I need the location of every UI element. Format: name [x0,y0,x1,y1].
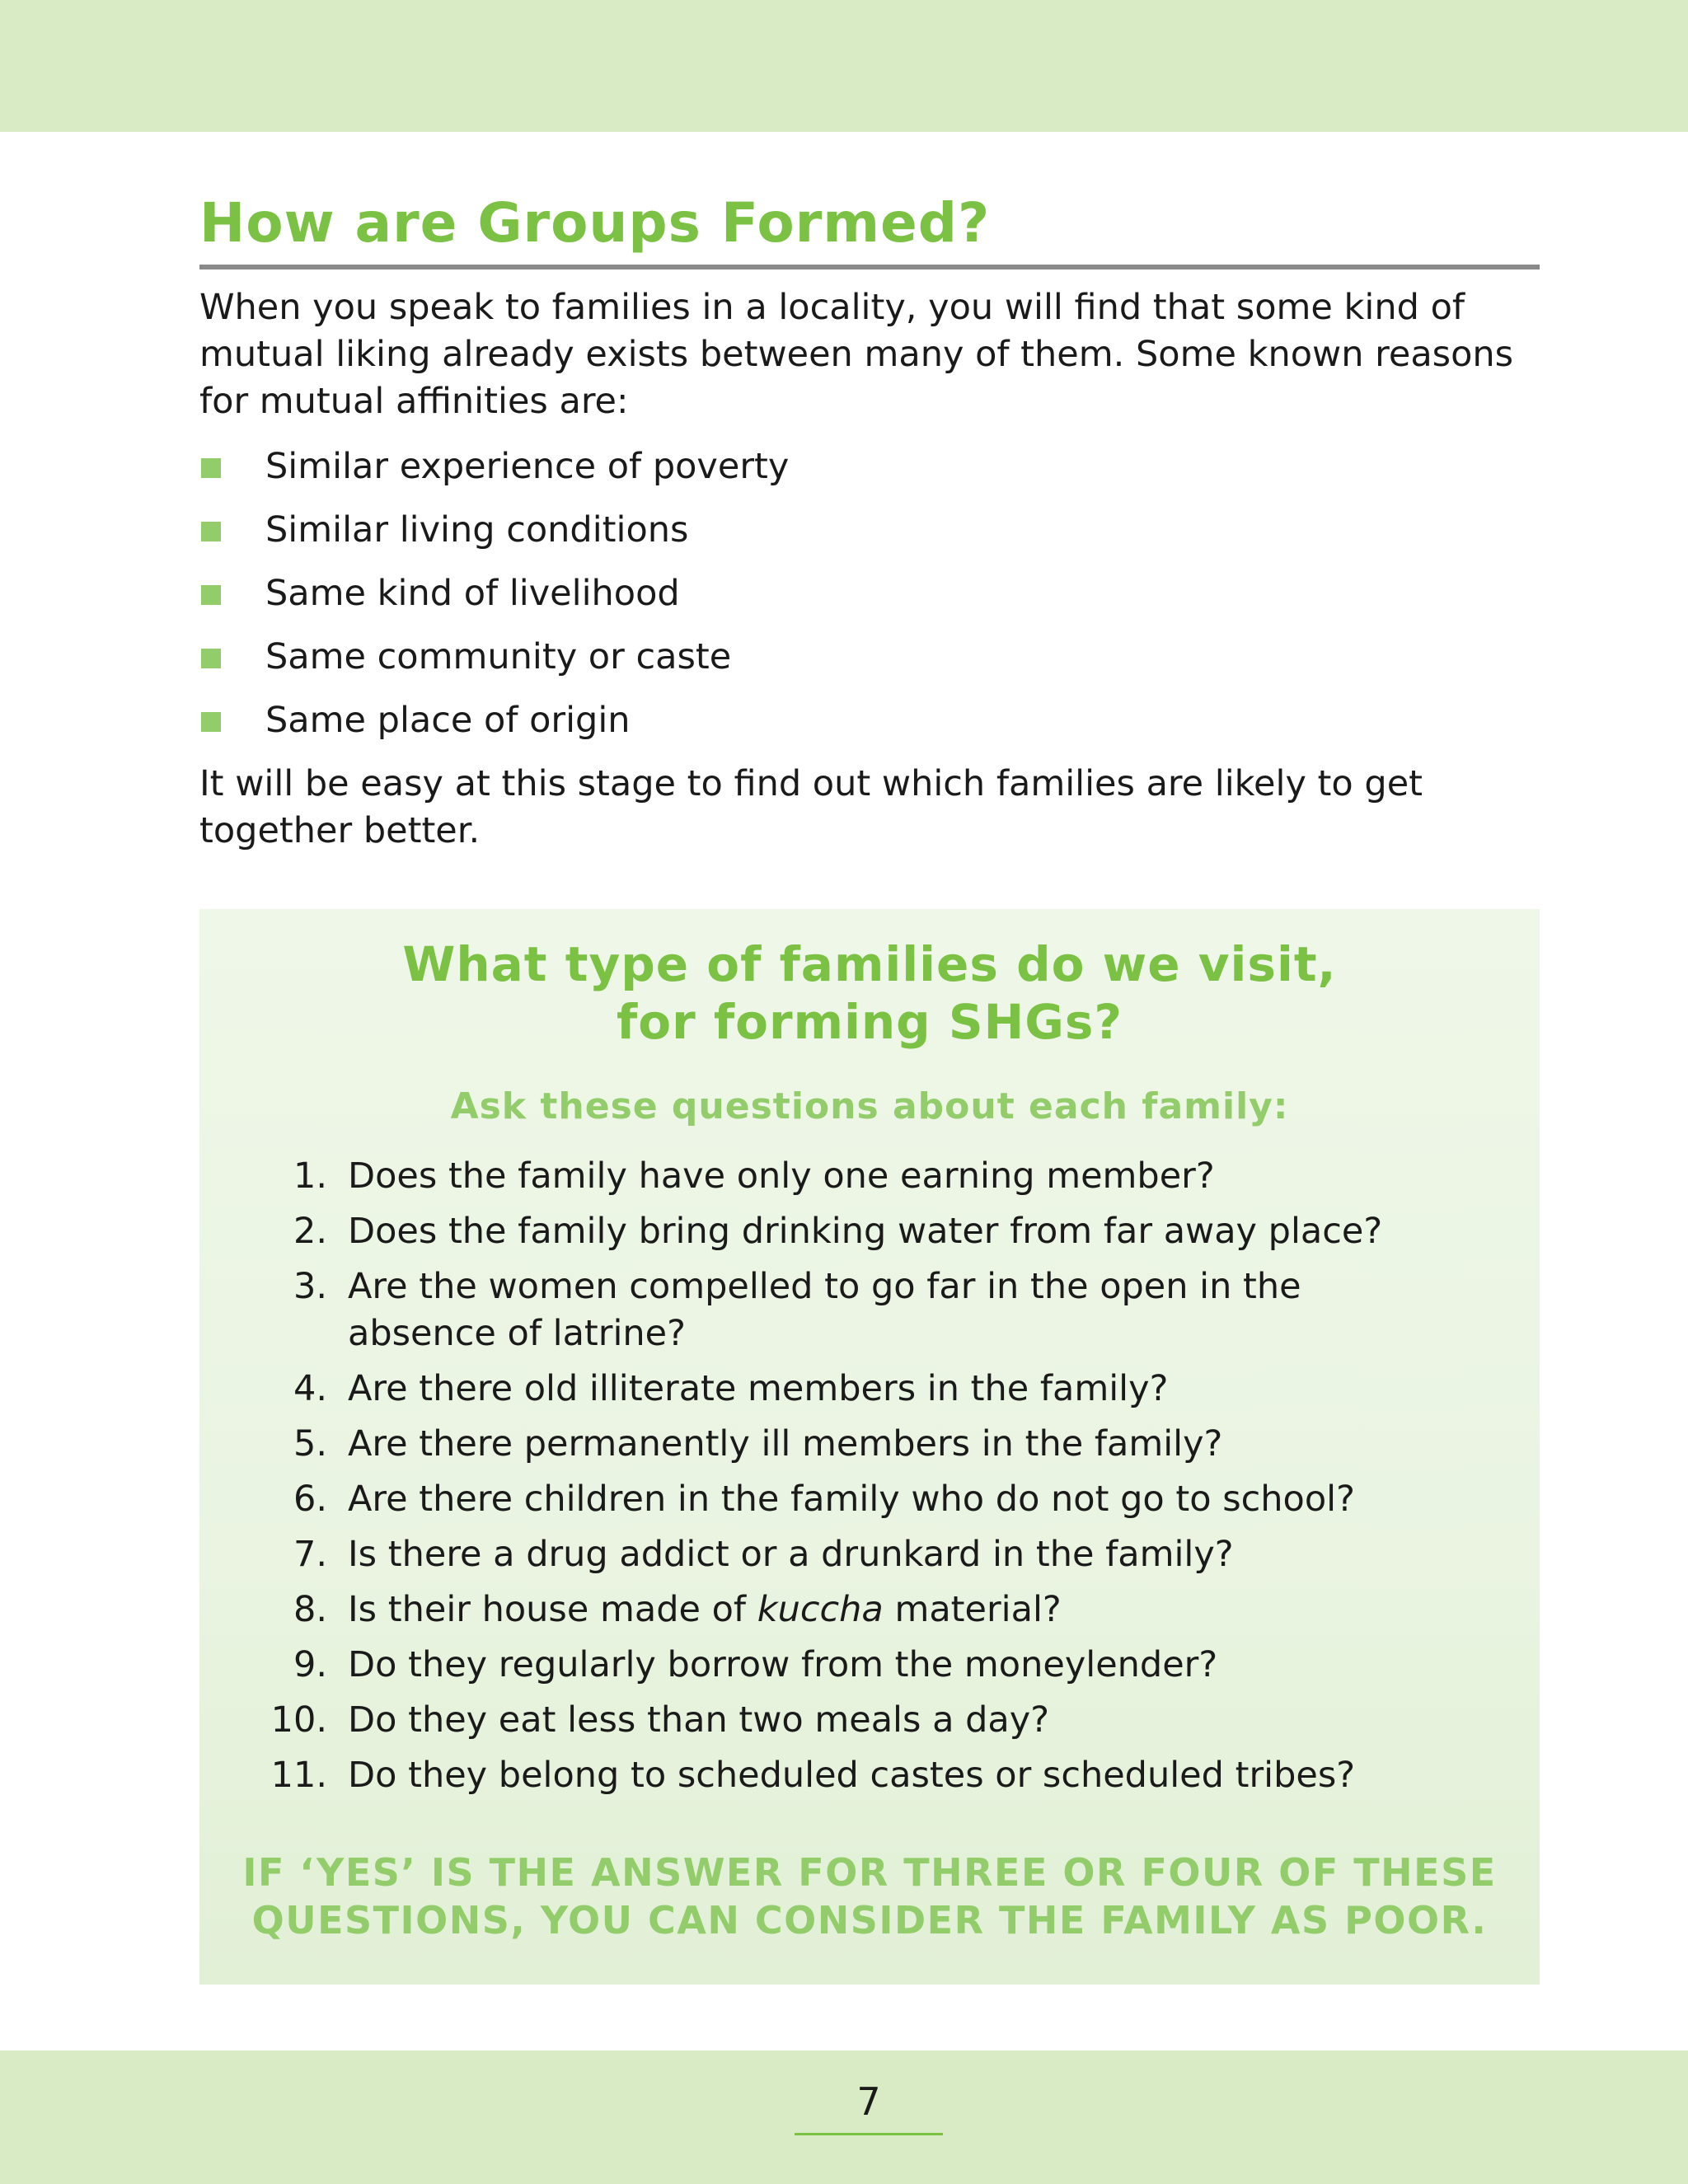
question-text-before: Is their house made of [348,1589,757,1630]
square-bullet-icon [201,712,221,732]
main-content [199,185,1540,855]
box-title [199,935,1540,1051]
question-number: 4. [293,1368,327,1409]
list-item [199,507,1540,553]
question-item [199,1697,1540,1744]
question-item [199,1752,1540,1799]
question-number: 11. [270,1755,327,1796]
list-item [199,634,1540,680]
list-item-text: Similar experience of poverty [265,446,790,487]
box-conclusion-line: QUESTIONS, YOU CAN CONSIDER THE FAMILY AS POOR. [251,1898,1488,1943]
question-item [199,1531,1540,1578]
question-item [199,1586,1540,1633]
outro-paragraph: It will be easy at this stage to find out which families are likely to get together better. [199,763,1423,851]
question-box [199,909,1540,1985]
question-number: 5. [293,1423,327,1465]
list-item-text: Same place of origin [265,700,631,741]
box-title-line: What type of families do we visit, [402,936,1337,992]
question-text: Does the family bring drinking water from far away place? [348,1211,1383,1252]
list-item-text: Same kind of livelihood [265,573,680,614]
intro-paragraph: When you speak to families in a locality, you will find that some kind of mutual liking already exists between many of them. Some known reasons for mutual affinities are: [199,287,1514,422]
question-item [199,1642,1540,1689]
question-text: Do they regularly borrow from the moneylender? [348,1644,1218,1685]
question-text: Are there old illiterate members in the family? [348,1368,1169,1409]
question-number: 9. [293,1644,327,1685]
top-color-band [0,0,1688,132]
list-item [199,570,1540,616]
list-item-text: Similar living conditions [265,509,689,551]
question-item [199,1476,1540,1523]
heading-underline [199,265,1540,269]
question-text: Are the women compelled to go far in the open in the absence of latrine? [348,1266,1301,1354]
question-number: 1. [293,1155,327,1197]
question-item [199,1366,1540,1413]
square-bullet-icon [201,522,221,541]
question-text: Are there permanently ill members in the family? [348,1423,1223,1465]
question-item [199,1421,1540,1468]
question-item [199,1263,1540,1357]
list-item-text: Same community or caste [265,636,732,677]
question-number: 3. [293,1266,327,1307]
questions-list [199,1153,1540,1807]
question-item [199,1153,1540,1200]
question-item [199,1208,1540,1255]
page-number: 7 [856,2079,881,2124]
page-number-underline [795,2133,943,2135]
question-text: Is there a drug addict or a drunkard in the family? [348,1534,1234,1575]
question-text: Are there children in the family who do not go to school? [348,1479,1355,1520]
box-title-line: for forming SHGs? [617,994,1123,1050]
box-subtitle: Ask these questions about each family: [450,1085,1289,1127]
list-item [199,697,1540,743]
box-conclusion-line: IF ‘YES’ IS THE ANSWER FOR THREE OR FOUR OF THESE [242,1850,1497,1895]
question-text: Does the family have only one earning member? [348,1155,1215,1197]
question-number: 7. [293,1534,327,1575]
question-text: Do they belong to scheduled castes or scheduled tribes? [348,1755,1356,1796]
question-text: Do they eat less than two meals a day? [348,1699,1050,1741]
question-number: 10. [270,1699,327,1741]
square-bullet-icon [201,585,221,605]
question-number: 2. [293,1211,327,1252]
question-text-after: material? [883,1589,1062,1630]
list-item [199,443,1540,490]
question-text-italic: kuccha [757,1589,884,1630]
reasons-list [199,443,1540,743]
square-bullet-icon [201,458,221,478]
square-bullet-icon [201,649,221,668]
box-conclusion [199,1849,1540,1944]
question-number: 8. [293,1589,327,1630]
question-number: 6. [293,1479,327,1520]
page-heading: How are Groups Formed? [199,191,991,255]
